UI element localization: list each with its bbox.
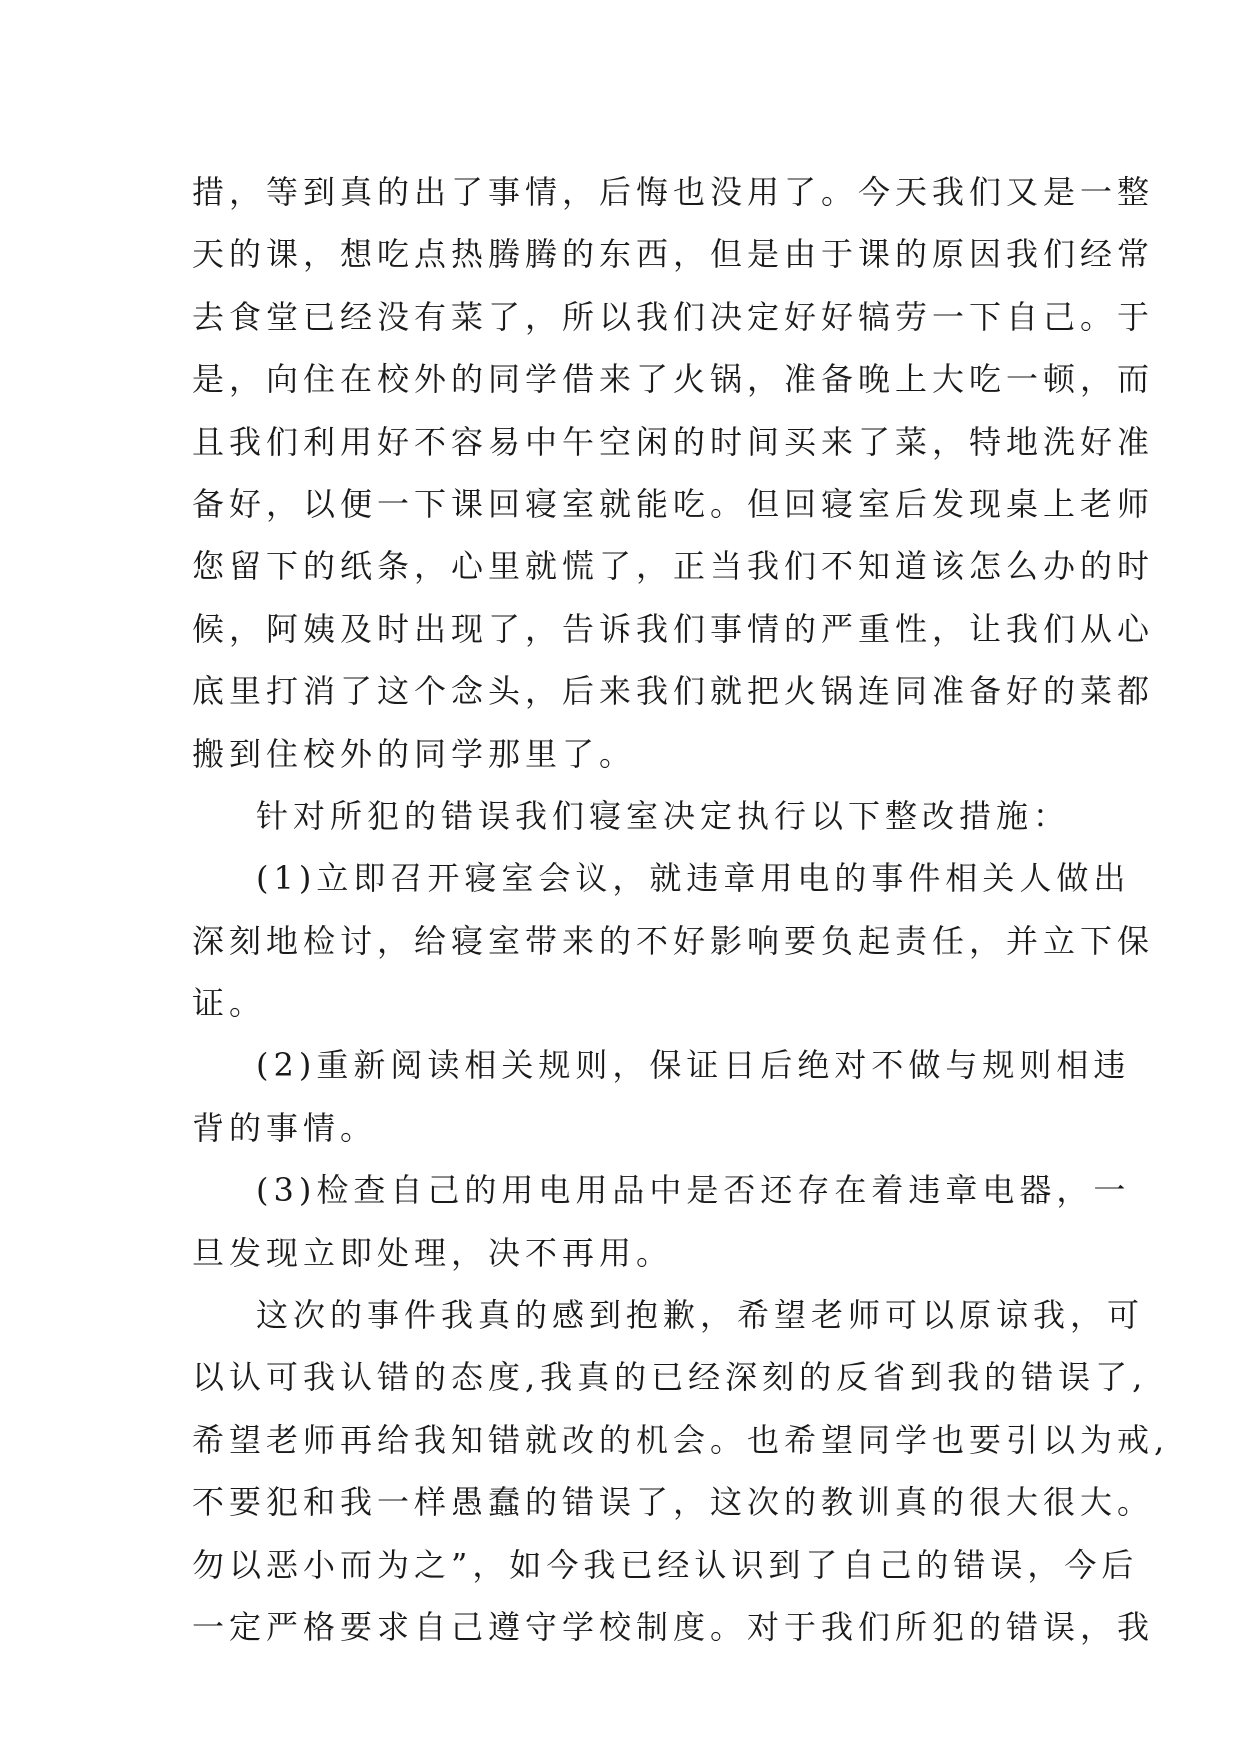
text-line: 候，阿姨及时出现了，告诉我们事情的严重性，让我们从心 [192, 609, 1155, 648]
text-line: 以认可我认错的态度,我真的已经深刻的反省到我的错误了, [192, 1358, 1148, 1397]
text-line: 是，向住在校外的同学借来了火锅，准备晚上大吃一顿，而 [192, 360, 1155, 399]
text-line: 勿以恶小而为之”，如今我已经认识到了自己的错误，今后 [192, 1545, 1139, 1584]
text-line: 证。 [192, 984, 267, 1023]
text-line: 措，等到真的出了事情，后悔也没用了。今天我们又是一整 [192, 173, 1155, 211]
text-line: 您留下的纸条，心里就慌了，正当我们不知道该怎么办的时 [192, 547, 1155, 586]
paragraph-start-line: 这次的事件我真的感到抱歉，希望老师可以原谅我，可 [256, 1296, 1145, 1335]
text-line: 背的事情。 [192, 1108, 378, 1147]
text-line: 旦发现立即处理，决不再用。 [192, 1233, 674, 1272]
text-line: 搬到住校外的同学那里了。 [192, 734, 637, 773]
text-line: 一定严格要求自己遵守学校制度。对于我们所犯的错误，我 [192, 1607, 1155, 1646]
paragraph-start-line: (3)检查自己的用电用品中是否还存在着违章电器，一 [256, 1171, 1131, 1210]
text-line: 天的课，想吃点热腾腾的东西，但是由于课的原因我们经常 [192, 235, 1155, 274]
text-line: 底里打消了这个念头，后来我们就把火锅连同准备好的菜都 [192, 672, 1155, 711]
text-line: 去食堂已经没有菜了，所以我们决定好好犒劳一下自己。于 [192, 297, 1155, 336]
body-text [192, 161, 1170, 1658]
paragraph-start-line: (2)重新阅读相关规则，保证日后绝对不做与规则相违 [256, 1046, 1131, 1085]
text-line: 深刻地检讨，给寝室带来的不好影响要负起责任，并立下保 [192, 921, 1155, 960]
text-line: 且我们利用好不容易中午空闲的时间买来了菜，特地洗好准 [192, 422, 1155, 461]
text-line: 备好，以便一下课回寝室就能吃。但回寝室后发现桌上老师 [192, 484, 1155, 523]
text-line: 希望老师再给我知错就改的机会。也希望同学也要引以为戒, [192, 1420, 1170, 1459]
paragraph-start-line: 针对所犯的错误我们寝室决定执行以下整改措施： [256, 796, 1071, 835]
paragraph-start-line: (1)立即召开寝室会议，就违章用电的事件相关人做出 [256, 859, 1131, 898]
text-line: 不要犯和我一样愚蠢的错误了，这次的教训真的很大很大。 [192, 1483, 1155, 1522]
